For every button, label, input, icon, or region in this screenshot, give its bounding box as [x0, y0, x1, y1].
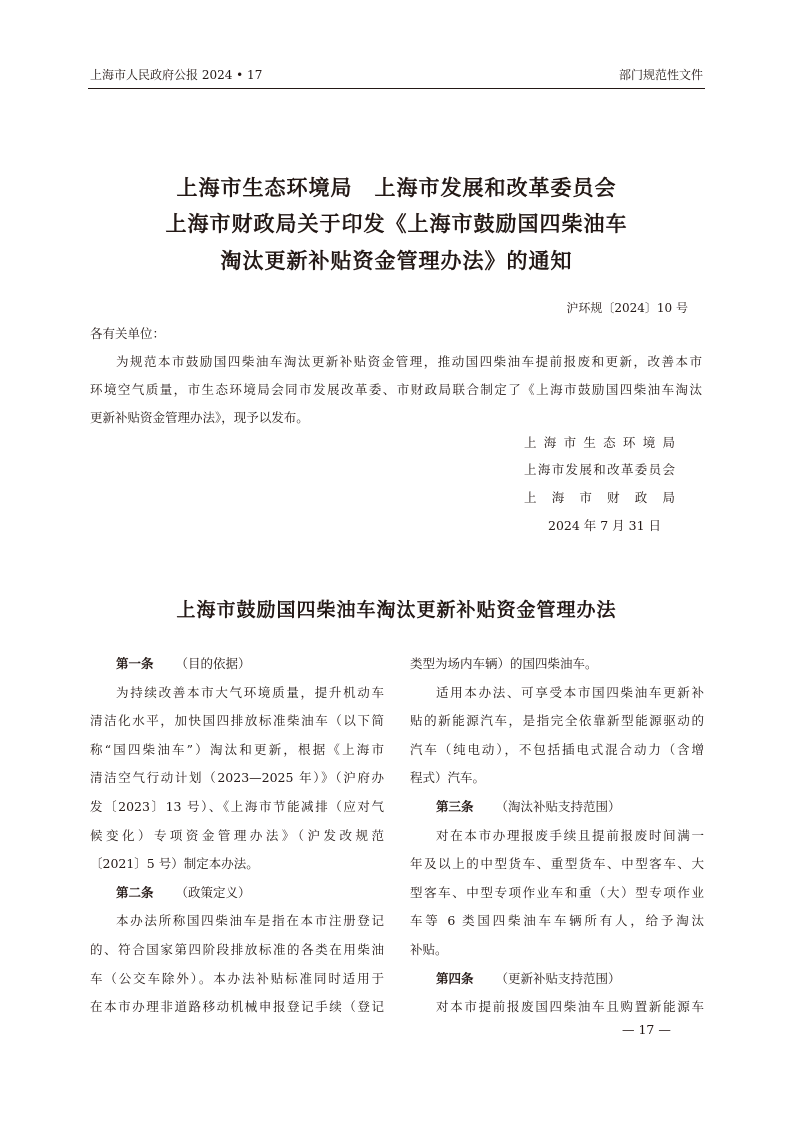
body-line: 车（公交车除外）。本办法补贴标准同时适用于 — [90, 970, 384, 986]
salutation: 各有关单位： — [90, 326, 166, 341]
document-number: 沪环规〔2024〕10 号 — [566, 301, 688, 315]
intro-line: 为规范本市鼓励国四柴油车淘汰更新补贴资金管理，推动国四柴油车提前报废和更新，改善本市 — [116, 354, 702, 369]
measures-title: 上海市鼓励国四柴油车淘汰更新补贴资金管理办法 — [176, 599, 617, 621]
body-line: 对本市提前报废国四柴油车且购置新能源车 — [436, 999, 704, 1015]
page-number: — 17 — — [622, 1022, 671, 1037]
notice-title-line-2: 上海市财政局关于印发《上海市鼓励国四柴油车 — [165, 211, 628, 236]
section-header: 部门规范性文件 — [618, 68, 703, 82]
article-heading — [410, 965, 704, 994]
article-heading — [90, 879, 384, 908]
body-line: 本办法所称国四柴油车是指在本市注册登记 — [116, 913, 384, 929]
body-line: 清洁空气行动计划（2023—2025 年）》（沪府办 — [90, 770, 384, 786]
article-number: 第三条 — [436, 798, 474, 814]
body-line: 类型为场内车辆）的国四柴油车。 — [410, 656, 598, 671]
intro-line: 环境空气质量，市生态环境局会同市发展改革委、市财政局联合制定了《上海市鼓励国四柴油车淘汰 — [90, 382, 702, 397]
article-subject: （淘汰补贴支持范围） — [495, 798, 621, 814]
body-line: 贴的新能源汽车，是指完全依靠新型能源驱动的 — [410, 713, 704, 729]
body-line: 在本市办理非道路移动机械申报登记手续（登记 — [90, 999, 384, 1015]
article-number: 第四条 — [436, 970, 474, 986]
body-line: 对在本市办理报废手续且提前报废时间满一 — [436, 827, 704, 843]
body-line: 称“国四柴油车”）淘汰和更新，根据《上海市 — [90, 741, 384, 757]
body-line: 年及以上的中型货车、重型货车、中型客车、大 — [410, 856, 704, 872]
left-column — [90, 650, 384, 1022]
article-subject: （更新补贴支持范围） — [495, 970, 621, 986]
body-line: 发〔2023〕13 号）、《上海市节能减排（应对气 — [90, 798, 384, 814]
article-subject: （政策定义） — [175, 884, 251, 900]
body-line: 〔2021〕5 号）制定本办法。 — [90, 856, 259, 872]
article-number: 第二条 — [116, 884, 154, 900]
article-subject: （目的依据） — [175, 656, 251, 671]
body-line: 程式）汽车。 — [410, 770, 486, 786]
article-number: 第一条 — [116, 656, 154, 671]
body-line: 汽车（纯电动），不包括插电式混合动力（含增 — [410, 741, 704, 757]
body-line: 补贴。 — [410, 941, 448, 957]
article-heading — [90, 650, 384, 679]
intro-line: 更新补贴资金管理办法》，现予以发布。 — [90, 410, 309, 425]
signatory: 上海市生态环境局 — [524, 435, 675, 450]
issue-date: 2024 年 7 月 31 日 — [548, 518, 662, 533]
journal-header: 上海市人民政府公报 2024 • 17 — [90, 68, 263, 82]
article-heading — [410, 793, 704, 822]
notice-title-line-3: 淘汰更新补贴资金管理办法》的通知 — [220, 248, 573, 273]
body-line: 型客车、中型专项作业车和重（大）型专项作业 — [410, 884, 704, 900]
notice-title-line-1: 上海市生态环境局 上海市发展和改革委员会 — [176, 175, 617, 200]
signatory: 上海市财政局 — [524, 490, 675, 505]
body-line: 车等 6 类国四柴油车车辆所有人，给予淘汰 — [410, 913, 704, 929]
header-divider — [88, 88, 705, 89]
signatory: 上海市发展和改革委员会 — [524, 462, 675, 477]
body-line: 清洁化水平，加快国四排放标准柴油车（以下简 — [90, 713, 384, 729]
body-line: 候变化）专项资金管理办法》（沪发改规范 — [90, 827, 384, 843]
body-line: 适用本办法、可享受本市国四柴油车更新补 — [436, 684, 704, 700]
body-line: 为持续改善本市大气环境质量，提升机动车 — [116, 684, 384, 700]
right-column — [410, 650, 704, 1022]
body-line: 的、符合国家第四阶段排放标准的各类在用柴油 — [90, 941, 384, 957]
